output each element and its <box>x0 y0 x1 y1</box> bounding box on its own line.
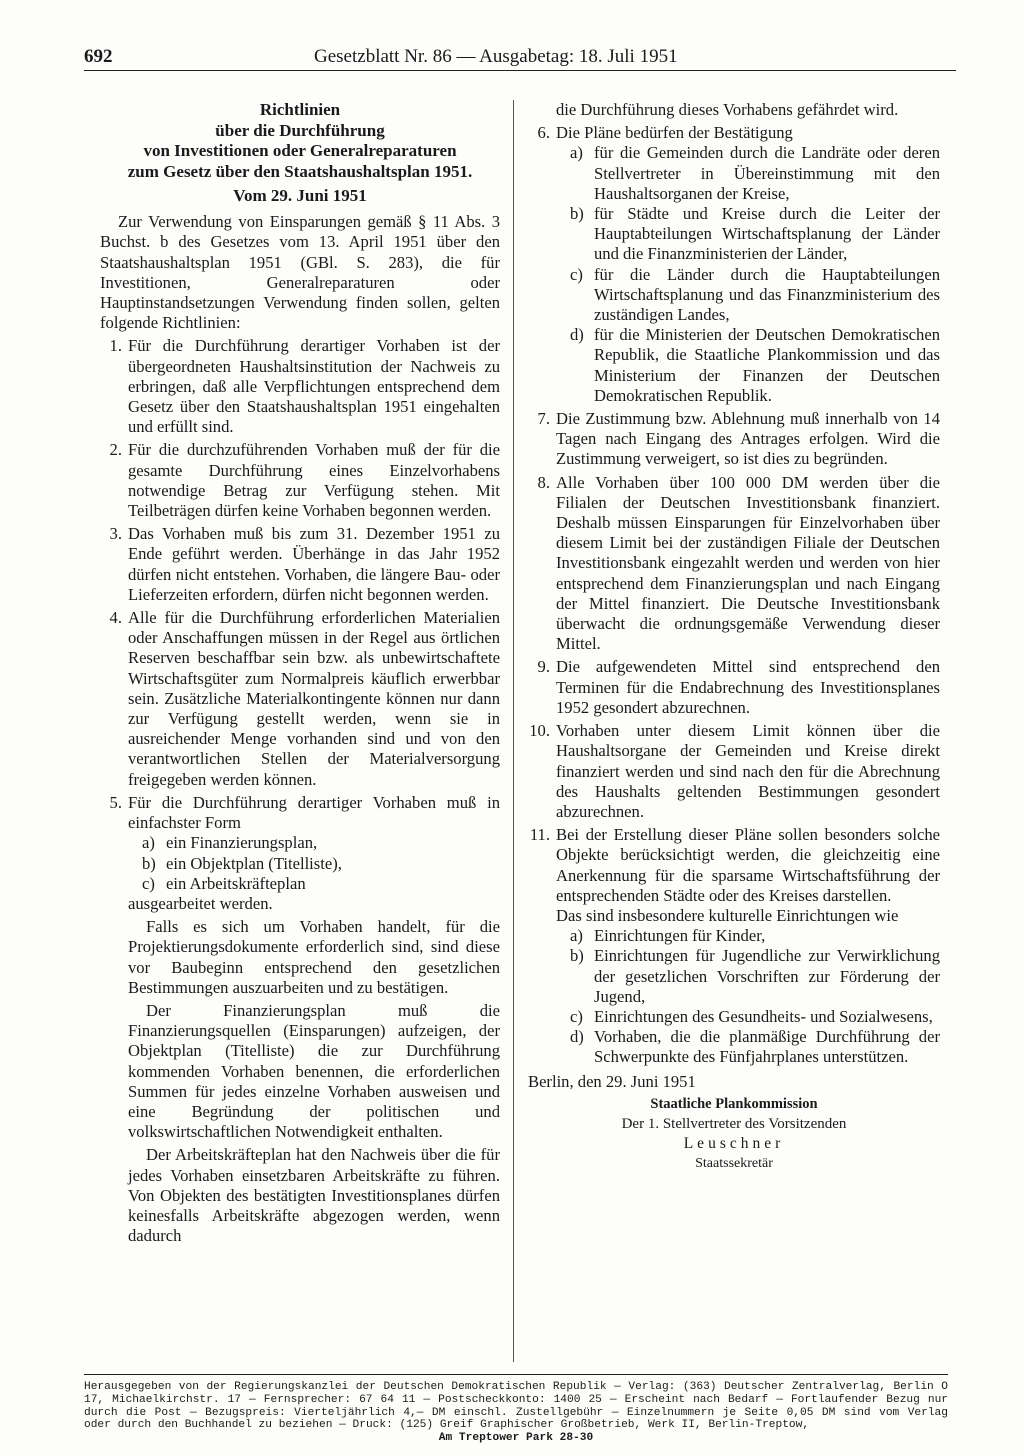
sub-item <box>570 265 940 326</box>
heading-line: Richtlinien <box>259 100 341 119</box>
list-item-1 <box>100 336 500 437</box>
sub-item-label: c) <box>142 873 155 893</box>
sub-item-text: für die Ministerien der Deutschen Demokratischen Republik, die Staatliche Plankommission und das Ministerium der Finanzen der Deutschen Demokratischen Republik. <box>594 325 940 405</box>
list-item-10 <box>528 721 940 822</box>
sub-item <box>142 833 500 853</box>
item-text: Die Zustimmung bzw. Ablehnung muß innerhalb von 14 Tagen nach Eingang des Antrages erfolgen. Wird die Zustimmung verweigert, so ist dies zu begründen. <box>556 409 940 469</box>
sub-item-text: ein Finanzierungsplan, <box>166 833 318 853</box>
sub-item <box>570 1027 940 1067</box>
sub-item <box>142 874 500 894</box>
list-item-3 <box>100 524 500 605</box>
sub-item <box>570 946 940 1007</box>
intro-paragraph: Zur Verwendung von Einsparungen gemäß § 11 Abs. 3 Buchst. b des Gesetzes vom 13. April 1951 über den Staatshaushaltsplan 1951 (GBl. S. 283), die für Investitionen, Generalreparaturen oder Hauptinstandsetzungen Verwendung finden sollen, gelten folgende Richtlinien: <box>100 212 500 333</box>
sub-item-label: d) <box>570 1027 584 1047</box>
footer-address: Am Treptower Park 28-30 <box>438 1432 594 1445</box>
heading-line: über die Durchführung <box>215 120 385 140</box>
gazette-title: Gesetzblatt Nr. 86 — Ausgabetag: 18. Juli 1951 <box>314 46 678 67</box>
item-number: 6. <box>537 123 550 143</box>
sub-item-label: b) <box>142 853 156 873</box>
list-item-11 <box>528 825 940 1067</box>
sub-item-label: a) <box>142 833 155 853</box>
page-number: 692 <box>84 46 113 67</box>
item-text: Bei der Erstellung dieser Pläne sollen besonders solche Objekte berücksichtigt werden, die gleichzeitig eine Anerkennung für die sparsame Wirtschaftsführung der entsprechenden Städte oder des Kreises darstellen. <box>556 825 940 905</box>
signature-title: Staatssekretär <box>695 1156 773 1172</box>
item-text: Alle für die Durchführung erforderlichen Materialien oder Anschaffungen müssen in der Regel aus örtlichen Reserven beschaffbar sein bzw. als unbewirtschaftete Wirtschaftsgüter zum Normalpreis käuflich erwerbbar sein. Zusätzliche Materialkontingente können nur dann zur Verfügung gestellt werden, wenn sie in ausreichender Menge vorhanden sind und von den verantwortlichen Stellen der Materialversorgung freigegeben werden können. <box>128 608 500 789</box>
sub-item <box>142 854 500 874</box>
item-paragraph: Falls es sich um Vorhaben handelt, für die Projektierungsdokumente erforderlich sind, sind diese vor Baubeginn entsprechend den gesetzlichen Bestimmungen auszuarbeiten und zu bestätigen. <box>128 917 500 997</box>
sub-item-label: d) <box>570 325 584 345</box>
heading-line: von Investitionen oder Generalreparaturen <box>143 141 457 160</box>
signature-role: Der 1. Stellvertreter des Vorsitzenden <box>621 1115 847 1132</box>
signature-organization: Staatliche Plankommission <box>650 1095 818 1112</box>
sub-item-label: a) <box>570 926 583 946</box>
item-text: Vorhaben unter diesem Limit können über die Haushaltsorgane der Gemeinden und Kreise direkt finanziert werden und sind nach den für die Abrechnung des Haushalts geltenden Bestimmungen gesondert abzurechnen. <box>556 721 940 821</box>
sub-item <box>570 325 940 406</box>
item-number: 1. <box>109 336 122 356</box>
item-text: Für die Durchführung derartiger Vorhaben muß in einfachster Form <box>128 792 500 833</box>
item-text: Die aufgewendeten Mittel sind entsprechend den Terminen für die Endabrechnung des Investitionsplanes 1952 gesondert abzurechnen. <box>556 657 940 717</box>
item-number: 4. <box>109 608 122 628</box>
list-item-7 <box>528 409 940 470</box>
item-text: Für die Durchführung derartiger Vorhaben ist der übergeordneten Haushaltsinstitution der Nachweis zu erbringen, daß alle Verpflichtungen entsprechend dem Gesetz über den Staatshaushaltsplan 1951 eingehalten und erfüllt sind. <box>128 336 500 437</box>
page-header <box>84 44 956 71</box>
column-divider <box>513 100 514 1362</box>
item-paragraph: Der Finanzierungsplan muß die Finanzierungsquellen (Einsparungen) aufzeigen, der Objektplan (Titelliste) die zur Durchführung kommenden Vorhaben benennen, die erforderlichen Summen für jedes einzelne Vorhaben ausweisen und eine Begründung der politischen und volkswirtschaftlichen Notwendigkeit enthalten. <box>128 1000 500 1142</box>
item-number: 11. <box>529 825 550 845</box>
item-number: 8. <box>537 472 550 492</box>
list-item-2 <box>100 440 500 521</box>
item-text: Alle Vorhaben über 100 000 DM werden über die Filialen der Deutschen Investitionsbank finanziert. Deshalb müssen Einsparungen für Einzelvorhaben über diesem Limit bei der zuständigen Filiale der Deutschen Investitionsbank eingezahlt werden und werden von hier entsprechend dem Finanzierungsplan und nach Eingang der Mittel finanziert. Die Deutsche Investitionsbank überwacht die ordnungsgemäße Verwendung dieser Mittel. <box>556 472 940 654</box>
sub-item-label: c) <box>570 264 583 284</box>
publisher-footer <box>84 1374 948 1445</box>
sub-item <box>570 926 940 946</box>
item-text: Die Pläne bedürfen der Bestätigung <box>556 123 793 143</box>
sub-item <box>570 1007 940 1027</box>
footer-text: Herausgegeben von der Regierungskanzlei der Deutschen Demokratischen Republik — Verlag: (363) Deutscher Zentralverlag, Berlin O 17, Michaelkirchstr. 17 — Fernsprecher: 67 64 11 — Postscheckkonto: 1400 25 — Erscheint nach Bedarf — Fortlaufender Bezug nur durch die Post — Bezugspreis: Vierteljährlich 4,— DM einschl. Zustellgebühr — Einzelnummern je Seite 0,05 DM sind vom Verlag oder durch den Buchhandel zu beziehen — Druck: (125) Greif Graphischer Großbetrieb, Werk II, Berlin-Treptow, <box>84 1381 948 1432</box>
item-text: ausgearbeitet werden. <box>128 893 273 913</box>
sub-item-text: für die Gemeinden durch die Landräte oder deren Stellvertreter in Übereinstimmung mit den Haushaltsorganen der Kreise, <box>594 143 940 203</box>
item-text: Für die durchzuführenden Vorhaben muß der für die gesamte Durchführung eines Einzelvorhabens notwendige Betrag zur Verfügung stehen. Mit Teilbeträgen dürfen keine Vorhaben begonnen werden. <box>128 440 500 521</box>
item-number: 7. <box>537 409 550 429</box>
sub-item-text: Einrichtungen des Gesundheits- und Sozialwesens, <box>594 1006 933 1026</box>
item-paragraph: Der Arbeitskräfteplan hat den Nachweis über die für jedes Vorhaben einsetzbaren Arbeitskräfte zu führen. Von Objekten des bestätigten Investitionsplanes dürfen keinesfalls Arbeitskräfte abgezogen werden, wenn dadurch <box>128 1145 500 1246</box>
list-item-5 <box>100 793 500 1246</box>
signature-block <box>528 1072 940 1175</box>
right-column <box>528 100 940 1175</box>
sub-item-text: ein Arbeitskräfteplan <box>166 873 306 893</box>
signature-place-date: Berlin, den 29. Juni 1951 <box>528 1071 696 1091</box>
list-item-6 <box>528 123 940 406</box>
item-number: 3. <box>109 524 122 544</box>
heading-line: zum Gesetz über den Staatshaushaltsplan 1951. <box>127 161 473 181</box>
sub-item-label: c) <box>570 1006 583 1026</box>
sub-item-label: b) <box>570 946 584 966</box>
left-column <box>100 100 500 1246</box>
sub-item-text: für die Länder durch die Hauptabteilungen Wirtschaftsplanung und das Finanzministerium des zuständigen Landes, <box>594 264 940 325</box>
sub-item-text: Einrichtungen für Jugendliche zur Verwirklichung der gesetzlichen Vorschriften zur Förderung der Jugend, <box>594 946 940 1006</box>
list-item-8 <box>528 473 940 655</box>
document-date: Vom 29. Juni 1951 <box>233 186 367 205</box>
sub-item-text: Vorhaben, die die planmäßige Durchführung der Schwerpunkte des Fünfjahrplanes unterstützen. <box>594 1027 940 1067</box>
sub-item <box>570 204 940 265</box>
list-item-4 <box>100 608 500 790</box>
item-number: 2. <box>109 440 122 460</box>
item-paragraph: Das sind insbesondere kulturelle Einrichtungen wie <box>556 905 899 925</box>
sub-item-label: a) <box>570 143 583 163</box>
item-number: 5. <box>109 792 122 812</box>
list-item-9 <box>528 657 940 718</box>
item-paragraph-continued: die Durchführung dieses Vorhabens gefährdet wird. <box>556 100 899 119</box>
sub-item-text: ein Objektplan (Titelliste), <box>166 853 342 873</box>
item-number: 10. <box>529 721 550 741</box>
sub-item-label: b) <box>570 204 584 224</box>
sub-item-text: für Städte und Kreise durch die Leiter der Hauptabteilungen Wirtschaftsplanung der Länder und die Finanzministerien der Länder, <box>594 204 940 264</box>
item-text: Das Vorhaben muß bis zum 31. Dezember 1951 zu Ende geführt werden. Überhänge in das Jahr 1952 dürfen nicht entstehen. Vorhaben, die längere Bau- oder Lieferzeiten erfordern, dürfen nicht begonnen werden. <box>128 524 500 604</box>
item-number: 9. <box>537 657 550 677</box>
signature-name: Leuschner <box>683 1135 785 1153</box>
sub-item-text: Einrichtungen für Kinder, <box>594 926 766 946</box>
sub-item <box>570 143 940 204</box>
